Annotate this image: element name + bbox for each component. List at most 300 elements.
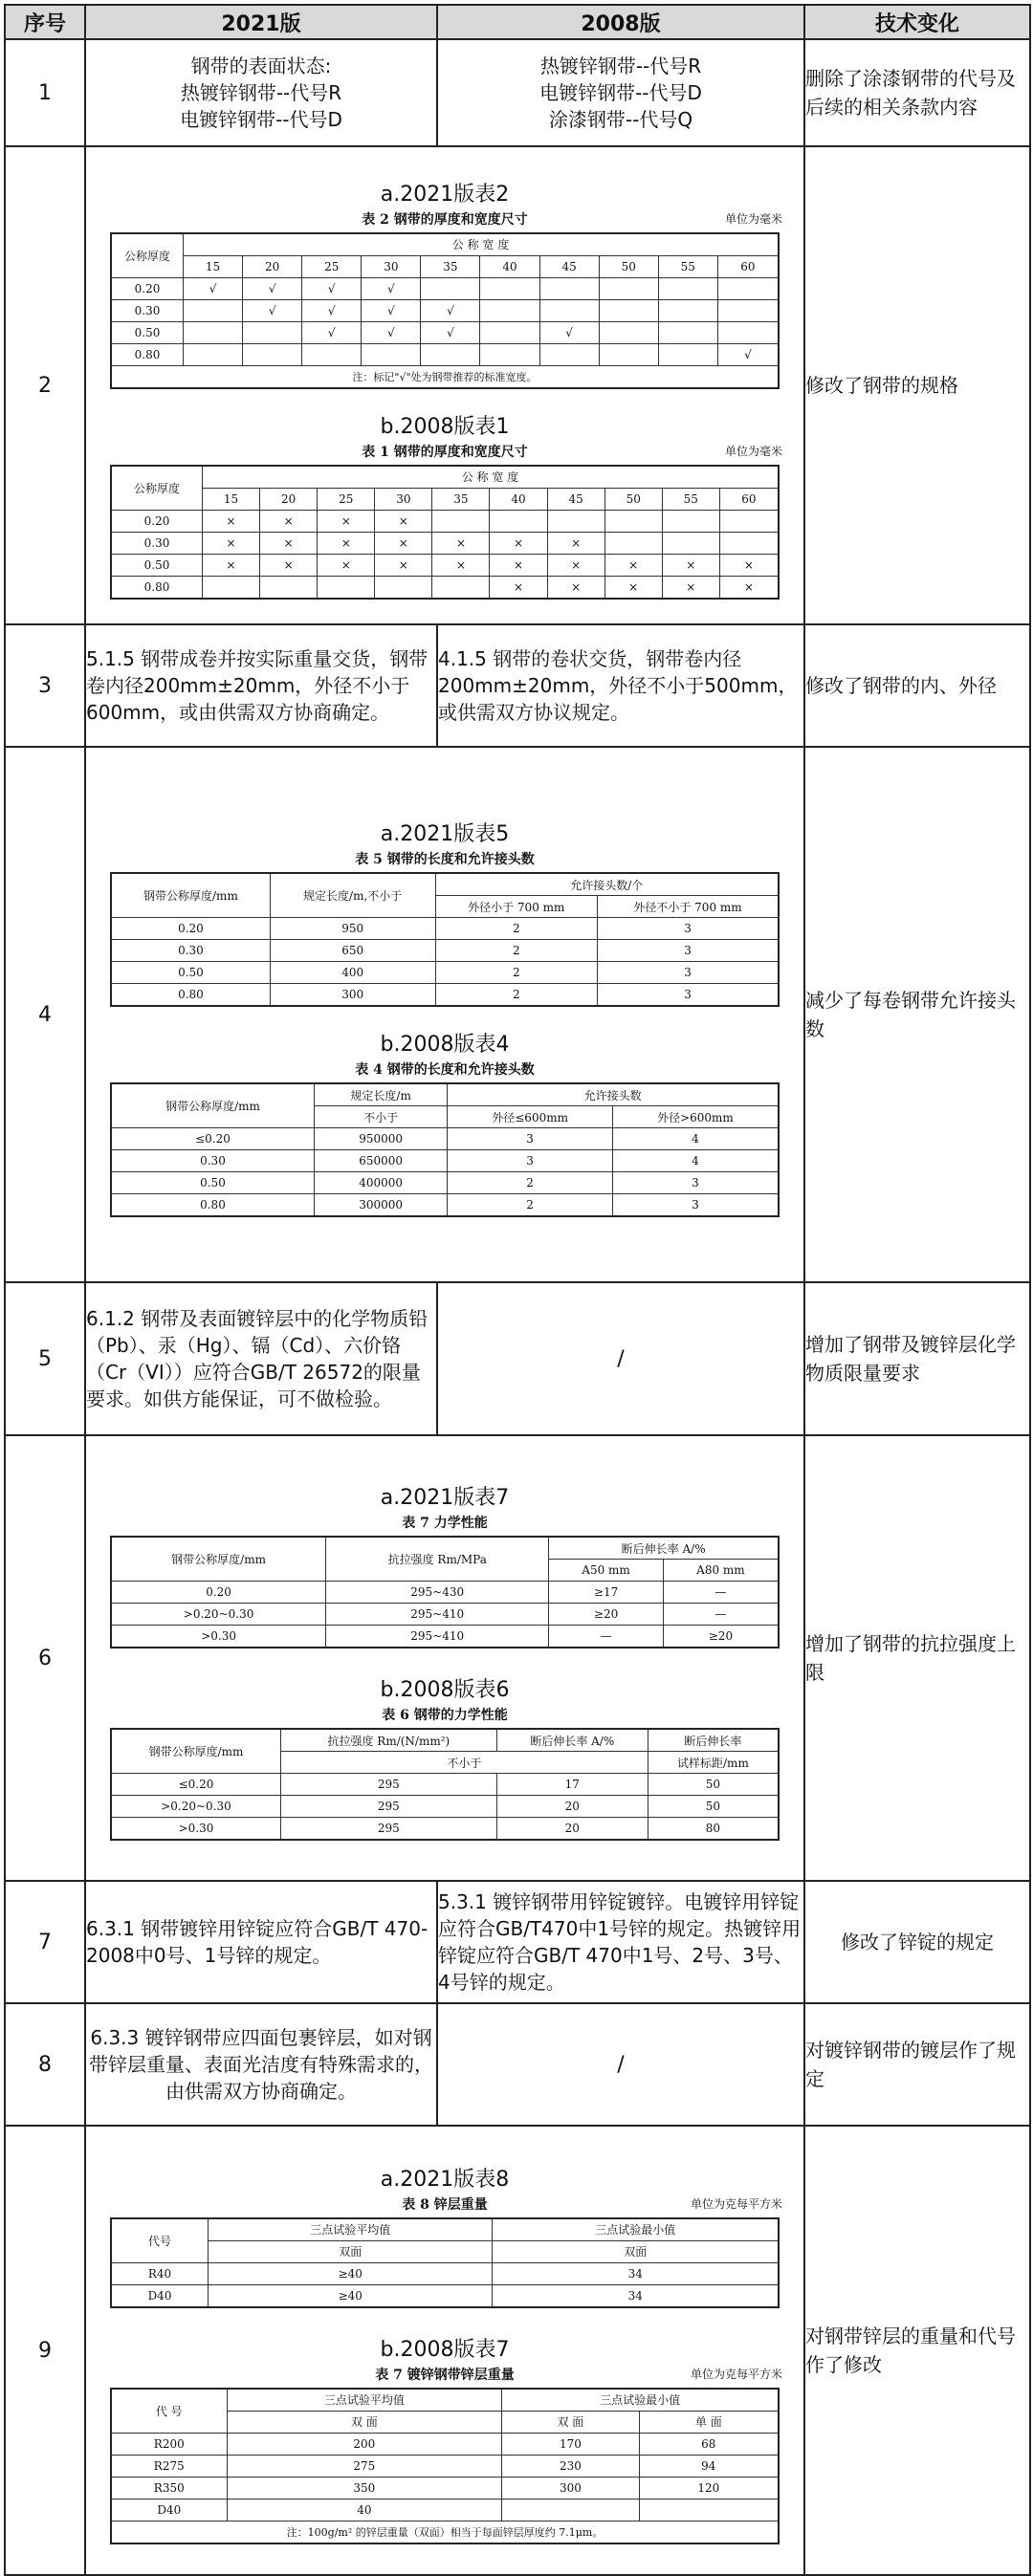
check-mark: √ <box>302 277 362 299</box>
empty-cell <box>302 343 362 365</box>
empty-cell <box>480 277 539 299</box>
empty-cell <box>599 321 658 343</box>
empty-cell <box>658 321 717 343</box>
width-value: 50 <box>604 488 662 510</box>
table-row <box>111 299 779 321</box>
width-value: 15 <box>184 255 243 277</box>
thickness-value: 0.50 <box>111 1172 314 1194</box>
col-header: 允许接头数 <box>448 1083 779 1106</box>
thickness-value: 0.30 <box>111 940 270 962</box>
table-row <box>5 747 1030 1282</box>
check-mark: √ <box>539 321 599 343</box>
min-double: 170 <box>502 2433 639 2455</box>
text-line: 涂漆钢带--代号Q <box>548 108 693 131</box>
row-number: 5 <box>5 1282 85 1435</box>
unit-label: 单位为毫米 <box>724 444 782 458</box>
length-table-2008 <box>110 1082 780 1217</box>
length-value: 300 <box>270 984 435 1007</box>
cross-mark: × <box>375 532 432 554</box>
elong-a80: — <box>663 1604 779 1626</box>
empty-cell <box>658 343 717 365</box>
col-header: A80 mm <box>663 1560 779 1582</box>
col-header: 断后伸长率 <box>648 1729 779 1752</box>
width-value: 40 <box>490 488 547 510</box>
unit-label: 单位为克每平方米 <box>690 2367 782 2381</box>
min-double: 300 <box>502 2477 639 2499</box>
table-title <box>86 1705 803 1724</box>
col-header: 不小于 <box>314 1106 447 1128</box>
width-value: 60 <box>717 255 779 277</box>
code-value: R275 <box>111 2455 227 2477</box>
min-value: 34 <box>493 2284 779 2307</box>
cross-mark: × <box>375 554 432 576</box>
mech-table-2021 <box>110 1536 780 1648</box>
col-header: 外径>600mm <box>612 1106 779 1128</box>
width-value: 15 <box>203 488 260 510</box>
length-value: 950000 <box>314 1128 447 1150</box>
col-header: 外径不小于 700 mm <box>598 896 779 918</box>
col-header: 允许接头数/个 <box>435 873 779 896</box>
width-value: 25 <box>318 488 375 510</box>
elong-value: 17 <box>496 1774 648 1796</box>
col-header: 抗拉强度 Rm/MPa <box>326 1537 549 1582</box>
empty-cell <box>243 321 302 343</box>
min-double: 230 <box>502 2455 639 2477</box>
thickness-value: >0.30 <box>111 1818 280 1841</box>
table-row <box>111 2477 779 2499</box>
table-title-text: 表 4 钢带的长度和允许接头数 <box>355 1062 535 1078</box>
cross-mark: × <box>490 532 547 554</box>
elong-a50: ≥17 <box>549 1582 664 1604</box>
tensile-value: 295~430 <box>326 1582 549 1604</box>
table-row <box>5 2126 1030 2575</box>
cross-mark: × <box>604 554 662 576</box>
avg-value: 350 <box>227 2477 502 2499</box>
joints-large: 3 <box>598 918 779 940</box>
check-mark: √ <box>243 277 302 299</box>
thickness-value: 0.30 <box>111 1150 314 1172</box>
col-header: 三点试验平均值 <box>209 2218 493 2241</box>
length-value: 650000 <box>314 1150 447 1172</box>
cell-tables <box>85 146 804 624</box>
table-title-text: 表 7 镀锌钢带锌层重量 <box>375 2367 515 2383</box>
elong-value: 20 <box>496 1796 648 1818</box>
empty-cell <box>719 532 779 554</box>
avg-value: 200 <box>227 2433 502 2455</box>
empty-cell <box>421 343 480 365</box>
width-value: 35 <box>432 488 490 510</box>
empty-cell <box>243 343 302 365</box>
table-row <box>111 962 779 984</box>
length-value: 400000 <box>314 1172 447 1194</box>
col-header: 单 面 <box>639 2411 779 2433</box>
cell-2008: / <box>437 2003 804 2126</box>
joints-small: 3 <box>448 1128 613 1150</box>
thickness-value: 0.20 <box>111 510 203 532</box>
col-header: 规定长度/m <box>314 1083 447 1106</box>
cell-2021: 5.1.5 钢带成卷并按实际重量交货，钢带卷内径200mm±20mm，外径不小于600mm，或由供需双方协商确定。 <box>85 624 437 747</box>
width-value: 30 <box>362 255 421 277</box>
table-row <box>111 2499 779 2521</box>
table-row <box>111 1604 779 1626</box>
check-mark: √ <box>421 321 480 343</box>
cell-change: 修改了钢带的内、外径 <box>804 624 1030 747</box>
empty-cell <box>480 321 539 343</box>
cross-mark: × <box>432 554 490 576</box>
check-mark: √ <box>717 343 779 365</box>
empty-cell <box>658 299 717 321</box>
width-value: 30 <box>375 488 432 510</box>
empty-cell <box>432 510 490 532</box>
cell-2008: 4.1.5 钢带的卷状交货，钢带卷内径200mm±20mm，外径不小于500mm，或供需双方协议规定。 <box>437 624 804 747</box>
cross-mark: × <box>490 576 547 599</box>
cross-mark: × <box>662 576 719 599</box>
table-row <box>111 1194 779 1217</box>
col-header: 不小于 <box>280 1752 648 1774</box>
table-row <box>111 1774 779 1796</box>
cell-change: 减少了每卷钢带允许接头数 <box>804 747 1030 1282</box>
empty-cell <box>421 277 480 299</box>
table-row <box>111 2433 779 2455</box>
table-row <box>111 2262 779 2284</box>
table-title-text: 表 5 钢带的长度和允许接头数 <box>355 852 535 867</box>
tensile-value: 295 <box>280 1818 496 1841</box>
thickness-value: 0.80 <box>111 343 184 365</box>
empty-cell <box>362 343 421 365</box>
length-value: 650 <box>270 940 435 962</box>
joints-small: 2 <box>435 918 598 940</box>
col-header: 钢带公称厚度/mm <box>111 873 270 918</box>
empty-cell <box>490 510 547 532</box>
text-line: 钢带的表面状态: <box>190 55 332 77</box>
joints-large: 3 <box>598 984 779 1007</box>
row-number: 8 <box>5 2003 85 2126</box>
elong-a80: — <box>663 1582 779 1604</box>
cell-2008: / <box>437 1282 804 1435</box>
col-header: 代 号 <box>111 2389 227 2434</box>
table-note: 注：100g/m² 的锌层重量（双面）相当于每面锌层厚度约 7.1μm。 <box>111 2521 779 2543</box>
empty-cell <box>375 576 432 599</box>
row-number: 3 <box>5 624 85 747</box>
joints-large: 4 <box>612 1150 779 1172</box>
empty-cell <box>184 321 243 343</box>
thickness-value: 0.80 <box>111 984 270 1007</box>
col-header: 钢带公称厚度/mm <box>111 1537 326 1582</box>
thickness-value: ≤0.20 <box>111 1128 314 1150</box>
min-single: 68 <box>639 2433 779 2455</box>
empty-cell <box>719 510 779 532</box>
table-row <box>5 1282 1030 1435</box>
table-title <box>86 2194 803 2214</box>
thickness-value: 0.80 <box>111 576 203 599</box>
width-value: 55 <box>658 255 717 277</box>
check-mark: √ <box>243 299 302 321</box>
joints-small: 2 <box>435 984 598 1007</box>
elong-a50: — <box>549 1626 664 1648</box>
cross-mark: × <box>662 554 719 576</box>
cross-mark: × <box>547 554 604 576</box>
thickness-header: 公称厚度 <box>111 233 184 278</box>
joints-small: 2 <box>435 940 598 962</box>
length-value: 300000 <box>314 1194 447 1217</box>
code-value: R350 <box>111 2477 227 2499</box>
thickness-value: 0.20 <box>111 1582 326 1604</box>
length-value: 950 <box>270 918 435 940</box>
cross-mark: × <box>203 554 260 576</box>
col-header: 双面 <box>493 2240 779 2262</box>
check-mark: √ <box>184 277 243 299</box>
empty-cell <box>184 343 243 365</box>
empty-cell <box>432 576 490 599</box>
table-row <box>111 532 779 554</box>
text-line: 电镀锌钢带--代号D <box>180 108 342 131</box>
row-number: 2 <box>5 146 85 624</box>
gauge-value: 50 <box>648 1796 779 1818</box>
empty-cell <box>599 277 658 299</box>
empty-cell <box>717 321 779 343</box>
min-single: 120 <box>639 2477 779 2499</box>
width-value: 60 <box>719 488 779 510</box>
col-header: 代号 <box>111 2218 209 2263</box>
col-header: 钢带公称厚度/mm <box>111 1729 280 1774</box>
header-2008: 2008版 <box>437 5 804 39</box>
cell-tables <box>85 747 804 1282</box>
width-value: 20 <box>260 488 318 510</box>
table-row <box>111 1582 779 1604</box>
table-row <box>5 1435 1030 1881</box>
tensile-value: 295 <box>280 1774 496 1796</box>
thickness-header: 公称厚度 <box>111 466 203 511</box>
caption-2008: b.2008版表1 <box>380 414 510 439</box>
table-row <box>111 277 779 299</box>
table-row <box>111 576 779 599</box>
col-header: 双 面 <box>227 2411 502 2433</box>
table-row <box>111 1128 779 1150</box>
avg-value: ≥40 <box>209 2284 493 2307</box>
table-row <box>111 1626 779 1648</box>
joints-large: 3 <box>598 940 779 962</box>
table-title <box>86 209 803 229</box>
joints-small: 2 <box>448 1194 613 1217</box>
col-header: 试样标距/mm <box>648 1752 779 1774</box>
col-header: 钢带公称厚度/mm <box>111 1083 314 1128</box>
avg-value: 40 <box>227 2499 502 2521</box>
empty-cell <box>599 299 658 321</box>
row-number: 4 <box>5 747 85 1282</box>
mech-table-2008 <box>110 1728 780 1841</box>
empty-cell <box>318 576 375 599</box>
thickness-value: 0.50 <box>111 554 203 576</box>
table-row <box>111 343 779 365</box>
joints-small: 3 <box>448 1150 613 1172</box>
empty-cell <box>604 510 662 532</box>
table-row <box>5 39 1030 146</box>
thickness-value: 0.50 <box>111 321 184 343</box>
table-row <box>5 2003 1030 2126</box>
min-value: 34 <box>493 2262 779 2284</box>
width-value: 40 <box>480 255 539 277</box>
empty-cell <box>717 299 779 321</box>
width-value: 45 <box>539 255 599 277</box>
col-header: 三点试验平均值 <box>227 2389 502 2412</box>
cross-mark: × <box>547 576 604 599</box>
empty-cell <box>480 299 539 321</box>
table-row <box>111 1818 779 1841</box>
header-num: 序号 <box>5 5 85 39</box>
thickness-value: 0.30 <box>111 532 203 554</box>
empty-cell <box>604 532 662 554</box>
table-row <box>5 1881 1030 2003</box>
width-value: 55 <box>662 488 719 510</box>
cross-mark: × <box>719 576 779 599</box>
joints-small: 2 <box>435 962 598 984</box>
empty-cell <box>599 343 658 365</box>
table-row <box>5 146 1030 624</box>
table-title-text: 表 2 钢带的厚度和宽度尺寸 <box>362 211 528 228</box>
table-title <box>86 2365 803 2384</box>
cell-change: 对钢带锌层的重量和代号作了修改 <box>804 2126 1030 2575</box>
empty-cell <box>539 299 599 321</box>
empty-cell <box>717 277 779 299</box>
thickness-value: >0.20~0.30 <box>111 1604 326 1626</box>
width-value: 25 <box>302 255 362 277</box>
min-single <box>639 2499 779 2521</box>
cell-tables <box>85 2126 804 2575</box>
table-row <box>111 1150 779 1172</box>
cross-mark: × <box>203 532 260 554</box>
table-row <box>111 554 779 576</box>
min-single: 94 <box>639 2455 779 2477</box>
cell-change: 增加了钢带及镀锌层化学物质限量要求 <box>804 1282 1030 1435</box>
check-mark: √ <box>362 321 421 343</box>
text-line: 热镀锌钢带--代号R <box>539 55 702 77</box>
cross-mark: × <box>318 554 375 576</box>
caption-2021: a.2021版表5 <box>380 822 510 846</box>
cell-2008 <box>437 39 804 146</box>
table-note: 注：标记"√"处为钢带推荐的标准宽度。 <box>111 365 779 388</box>
joints-small: 2 <box>448 1172 613 1194</box>
check-mark: √ <box>302 321 362 343</box>
check-mark: √ <box>362 299 421 321</box>
code-value: D40 <box>111 2499 227 2521</box>
cell-2021 <box>85 39 437 146</box>
table-row <box>111 918 779 940</box>
table-row <box>111 510 779 532</box>
cell-change: 修改了锌锭的规定 <box>804 1881 1030 2003</box>
col-header: 规定长度/m,不小于 <box>270 873 435 918</box>
unit-label: 单位为毫米 <box>724 211 782 226</box>
col-header: 外径小于 700 mm <box>435 896 598 918</box>
empty-cell <box>662 532 719 554</box>
cell-2021: 6.1.2 钢带及表面镀锌层中的化学物质铅（Pb）、汞（Hg）、镉（Cd）、六价铬（Cr（VI））应符合GB/T 26572的限量要求。如供方能保证，可不做检验。 <box>85 1282 437 1435</box>
table-row <box>111 1172 779 1194</box>
code-value: D40 <box>111 2284 209 2307</box>
table-title <box>86 849 803 868</box>
zinc-table-2008 <box>110 2388 780 2544</box>
header-change: 技术变化 <box>804 5 1030 39</box>
cell-2008: 5.3.1 镀锌钢带用锌锭镀锌。电镀锌用锌锭应符合GB/T470中1号锌的规定。热镀锌用锌锭应符合GB/T 470中1号、2号、3号、4号锌的规定。 <box>437 1881 804 2003</box>
width-value: 35 <box>421 255 480 277</box>
empty-cell <box>480 343 539 365</box>
avg-value: 275 <box>227 2455 502 2477</box>
col-header: 断后伸长率 A/% <box>496 1729 648 1752</box>
col-header: 双面 <box>209 2240 493 2262</box>
min-double <box>502 2499 639 2521</box>
empty-cell <box>547 510 604 532</box>
cell-2021: 6.3.1 钢带镀锌用锌锭应符合GB/T 470-2008中0号、1号锌的规定。 <box>85 1881 437 2003</box>
length-value: 400 <box>270 962 435 984</box>
caption-2008: b.2008版表4 <box>380 1033 510 1057</box>
table-title <box>86 1513 803 1532</box>
cross-mark: × <box>318 510 375 532</box>
col-header: 抗拉强度 Rm/(N/mm²) <box>280 1729 496 1752</box>
note-row <box>111 2521 779 2543</box>
elong-a50: ≥20 <box>549 1604 664 1626</box>
table-title <box>86 442 803 461</box>
cross-mark: × <box>260 510 318 532</box>
cell-change: 修改了钢带的规格 <box>804 146 1030 624</box>
row-number: 7 <box>5 1881 85 2003</box>
cell-change: 增加了钢带的抗拉强度上限 <box>804 1435 1030 1881</box>
cross-mark: × <box>547 532 604 554</box>
table-row <box>111 940 779 962</box>
cell-change: 删除了涂漆钢带的代号及后续的相关条款内容 <box>804 39 1030 146</box>
cell-tables <box>85 1435 804 1881</box>
thickness-value: 0.20 <box>111 918 270 940</box>
elong-value: 20 <box>496 1818 648 1841</box>
width-header: 公 称 宽 度 <box>203 466 780 489</box>
cross-mark: × <box>318 532 375 554</box>
width-value: 50 <box>599 255 658 277</box>
cell-2021: 6.3.3 镀锌钢带应四面包裹锌层，如对钢带锌层重量、表面光洁度有特殊需求的，由供需双方协商确定。 <box>85 2003 437 2126</box>
joints-large: 4 <box>612 1128 779 1150</box>
row-number: 6 <box>5 1435 85 1881</box>
gauge-value: 50 <box>648 1774 779 1796</box>
table-row <box>5 624 1030 747</box>
width-value: 20 <box>243 255 302 277</box>
width-header: 公 称 宽 度 <box>184 233 780 256</box>
table-row <box>111 2455 779 2477</box>
caption-2021: a.2021版表8 <box>380 2167 510 2192</box>
thickness-value: >0.20~0.30 <box>111 1796 280 1818</box>
col-header: 三点试验最小值 <box>502 2389 779 2412</box>
thickness-value: 0.80 <box>111 1194 314 1217</box>
table-title <box>86 1059 803 1079</box>
cell-change: 对镀锌钢带的镀层作了规定 <box>804 2003 1030 2126</box>
cross-mark: × <box>203 510 260 532</box>
row-number: 9 <box>5 2126 85 2575</box>
gauge-value: 80 <box>648 1818 779 1841</box>
tensile-value: 295~410 <box>326 1604 549 1626</box>
joints-large: 3 <box>598 962 779 984</box>
table-title-text: 表 8 锌层重量 <box>402 2196 488 2213</box>
joints-large: 3 <box>612 1172 779 1194</box>
col-header: 双 面 <box>502 2411 639 2433</box>
header-2021: 2021版 <box>85 5 437 39</box>
cross-mark: × <box>260 554 318 576</box>
cross-mark: × <box>719 554 779 576</box>
tensile-value: 295 <box>280 1796 496 1818</box>
empty-cell <box>260 576 318 599</box>
check-mark: √ <box>302 299 362 321</box>
table-title-text: 表 6 钢带的力学性能 <box>382 1708 508 1723</box>
avg-value: ≥40 <box>209 2262 493 2284</box>
tensile-value: 295~410 <box>326 1626 549 1648</box>
table-row <box>111 1796 779 1818</box>
empty-cell <box>203 576 260 599</box>
caption-2008: b.2008版表7 <box>380 2337 510 2362</box>
unit-label: 单位为克每平方米 <box>690 2196 782 2211</box>
